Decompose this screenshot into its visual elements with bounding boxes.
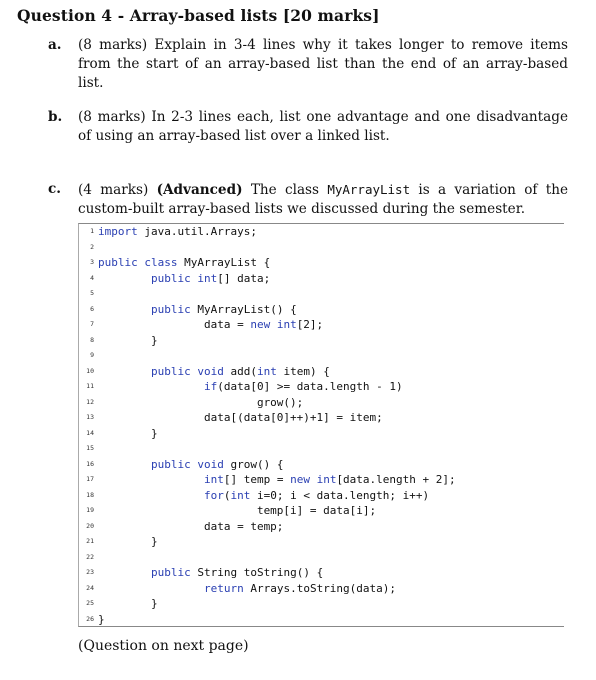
code-token: item) { [276,364,330,378]
code-keyword: public void [150,457,224,471]
code-token: data = [98,318,251,331]
line-number: 2 [90,242,94,251]
code-token: } [98,426,158,440]
part-c-advanced: (Advanced) [156,182,243,198]
part-c-marks: (4 marks) [78,182,149,198]
line-number: 18 [86,490,94,499]
code-token: } [98,597,158,610]
code-keyword: import [98,225,138,238]
part-b [48,108,568,146]
code-token: [] temp = [223,473,291,486]
code-line [98,255,270,270]
code-keyword: if [203,380,218,393]
code-token: data[(data[0]++)+1] = item; [98,411,383,424]
code-token: data = temp; [98,519,284,533]
code-token [98,473,204,486]
code-line [98,426,158,441]
code-token [98,458,151,471]
code-keyword: public class [98,256,178,269]
code-keyword: public void [150,364,224,378]
part-a [48,36,568,93]
code-line [98,317,323,332]
code-token: MyArrayList() { [190,302,297,316]
line-number: 25 [86,599,94,607]
code-token [98,365,151,378]
line-number: 8 [90,335,94,344]
code-token: [2]; [296,318,324,331]
line-number: 21 [86,537,94,545]
code-token [98,303,151,316]
code-line [98,534,158,549]
line-number: 11 [86,382,94,390]
part-c-label: c. [48,181,62,197]
code-token: ( [223,488,231,502]
code-keyword: int [256,364,277,378]
code-token [98,380,204,393]
code-keyword: new int [250,318,297,331]
line-number: 6 [90,304,94,313]
code-token: grow() { [223,457,284,471]
code-token: } [98,535,158,548]
code-line [98,488,429,503]
code-token: String toString() { [190,566,324,579]
part-c-text-before: The class [242,182,328,198]
code-token: temp[i] = data[i]; [98,504,377,517]
line-number: 26 [86,614,94,623]
footer-note: (Question on next page) [78,638,249,654]
code-line [98,379,403,394]
code-line [98,457,283,472]
code-token: } [98,333,158,347]
code-keyword: int [203,473,224,486]
line-number: 15 [86,444,94,452]
part-c [48,180,568,219]
code-token: [data.length + 2]; [336,473,456,486]
code-line [98,596,158,611]
code-line [98,581,396,596]
code-token: MyArrayList { [177,256,271,269]
code-line [98,565,323,580]
code-token: (data[0] >= data.length - 1) [217,380,403,393]
code-keyword: return [203,581,244,595]
code-keyword: new int [290,473,337,486]
code-token: add( [223,364,257,378]
line-number: 9 [90,351,94,359]
code-line [98,472,456,487]
code-token: i=0; i < data.length; i++) [250,488,430,502]
line-number: 24 [86,583,94,592]
part-a-label: a. [48,37,62,53]
code-line [98,271,270,286]
part-c-text [78,180,568,219]
code-token [98,489,204,502]
line-number: 7 [90,320,94,328]
code-token: grow(); [98,395,304,409]
part-c-text-after: is a variation of the custom-built array-based lists we discussed during the semester. [78,182,568,217]
line-number: 10 [86,366,94,375]
code-keyword: int [230,488,251,502]
code-line [98,364,330,379]
line-number: 16 [86,459,94,468]
line-number: 17 [86,475,94,483]
line-number: 3 [90,258,94,266]
code-token: java.util.Arrays; [137,225,257,238]
part-b-text: (8 marks) In 2-3 lines each, list one advantage and one disadvantage of using an array-based list over a linked list. [78,109,568,144]
line-number: 5 [90,289,94,297]
line-number: 13 [86,413,94,421]
code-token [98,566,151,579]
code-line [98,410,383,425]
line-number: 22 [86,552,94,561]
line-number: 14 [86,428,94,437]
part-a-text: (8 marks) Explain in 3-4 lines why it takes longer to remove items from the start of an array-based list than the end of an array-based list. [78,37,568,91]
line-number: 4 [90,273,94,282]
code-keyword: for [203,488,224,502]
line-number: 20 [86,521,94,530]
line-number: 23 [86,568,94,576]
code-line [98,395,303,410]
code-keyword: public [150,566,191,579]
line-number: 19 [86,506,94,514]
code-token [98,272,151,285]
code-line [98,519,283,534]
question-title: Question 4 - Array-based lists [20 marks] [17,6,380,25]
code-keyword: public int [150,271,218,285]
line-number: 1 [90,227,94,235]
code-line [98,503,376,518]
code-token: } [98,612,105,626]
code-keyword: public [150,302,191,316]
code-line [98,224,257,239]
part-b-label: b. [48,109,63,125]
part-c-class-name: MyArrayList [327,182,411,197]
code-line [98,302,297,317]
code-line [98,333,158,348]
code-token [98,582,204,595]
line-number: 12 [86,397,94,406]
code-token: [] data; [217,271,271,285]
code-line [98,612,105,627]
code-token: Arrays.toString(data); [243,581,397,595]
